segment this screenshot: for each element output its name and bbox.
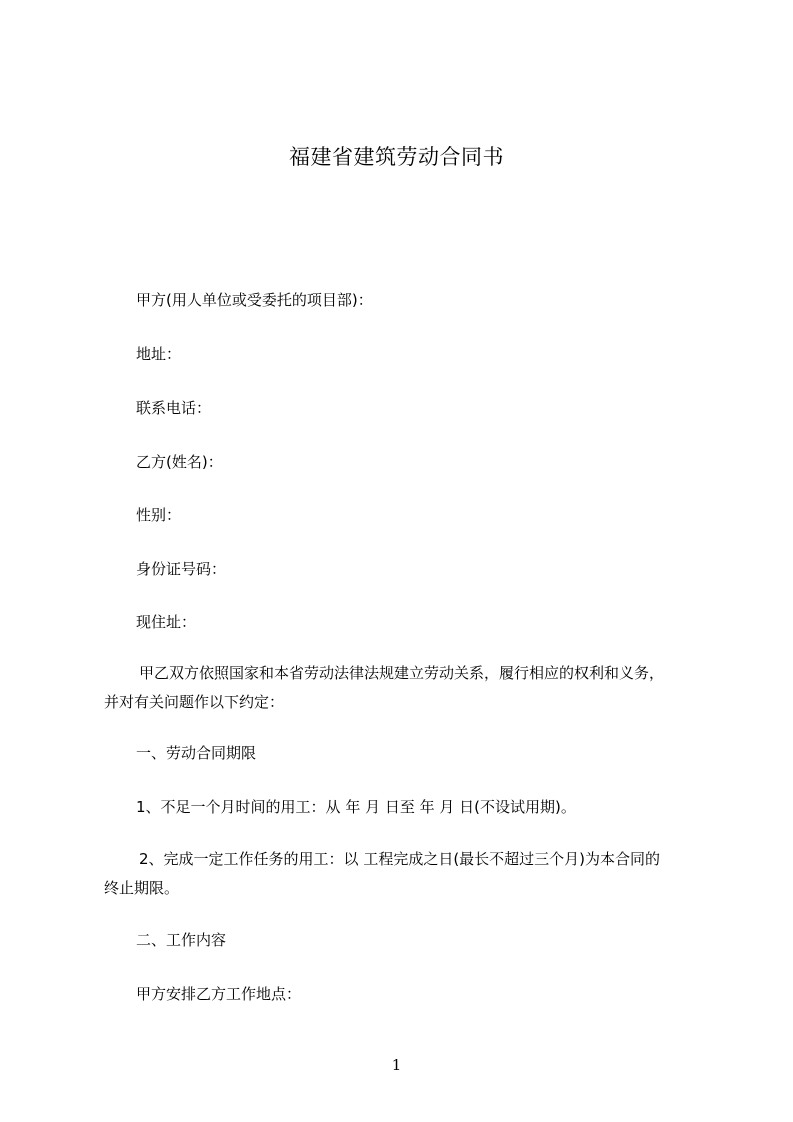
gender-field: 性别： [136, 506, 182, 524]
section2-heading: 二、工作内容 [136, 931, 227, 949]
address-field: 地址： [136, 345, 182, 363]
section1-item2-line2: 终止期限。 [104, 879, 180, 897]
phone-field: 联系电话： [136, 399, 212, 417]
work-location-field: 甲方安排乙方工作地点： [136, 985, 302, 1003]
party-a-field: 甲方(用人单位或受委托的项目部)： [136, 291, 373, 309]
id-number-field: 身份证号码： [136, 560, 227, 578]
section1-item2-line1: 2、完成一定工作任务的用工：以 工程完成之日(最长不超过三个月)为本合同的 [139, 850, 661, 868]
intro-paragraph-line1: 甲乙双方依照国家和本省劳动法律法规建立劳动关系，履行相应的权利和义务， [139, 664, 665, 682]
section1-item1: 1、不足一个月时间的用工：从 年 月 日至 年 月 日(不设试用期)。 [136, 798, 576, 816]
page-number: 1 [391, 1056, 402, 1074]
intro-paragraph-line2: 并对有关问题作以下约定： [104, 693, 285, 711]
current-address-field: 现住址： [136, 613, 197, 631]
section1-heading: 一、劳动合同期限 [136, 744, 257, 762]
party-b-field: 乙方(姓名)： [136, 453, 223, 471]
document-title: 福建省建筑劳动合同书 [289, 145, 504, 169]
